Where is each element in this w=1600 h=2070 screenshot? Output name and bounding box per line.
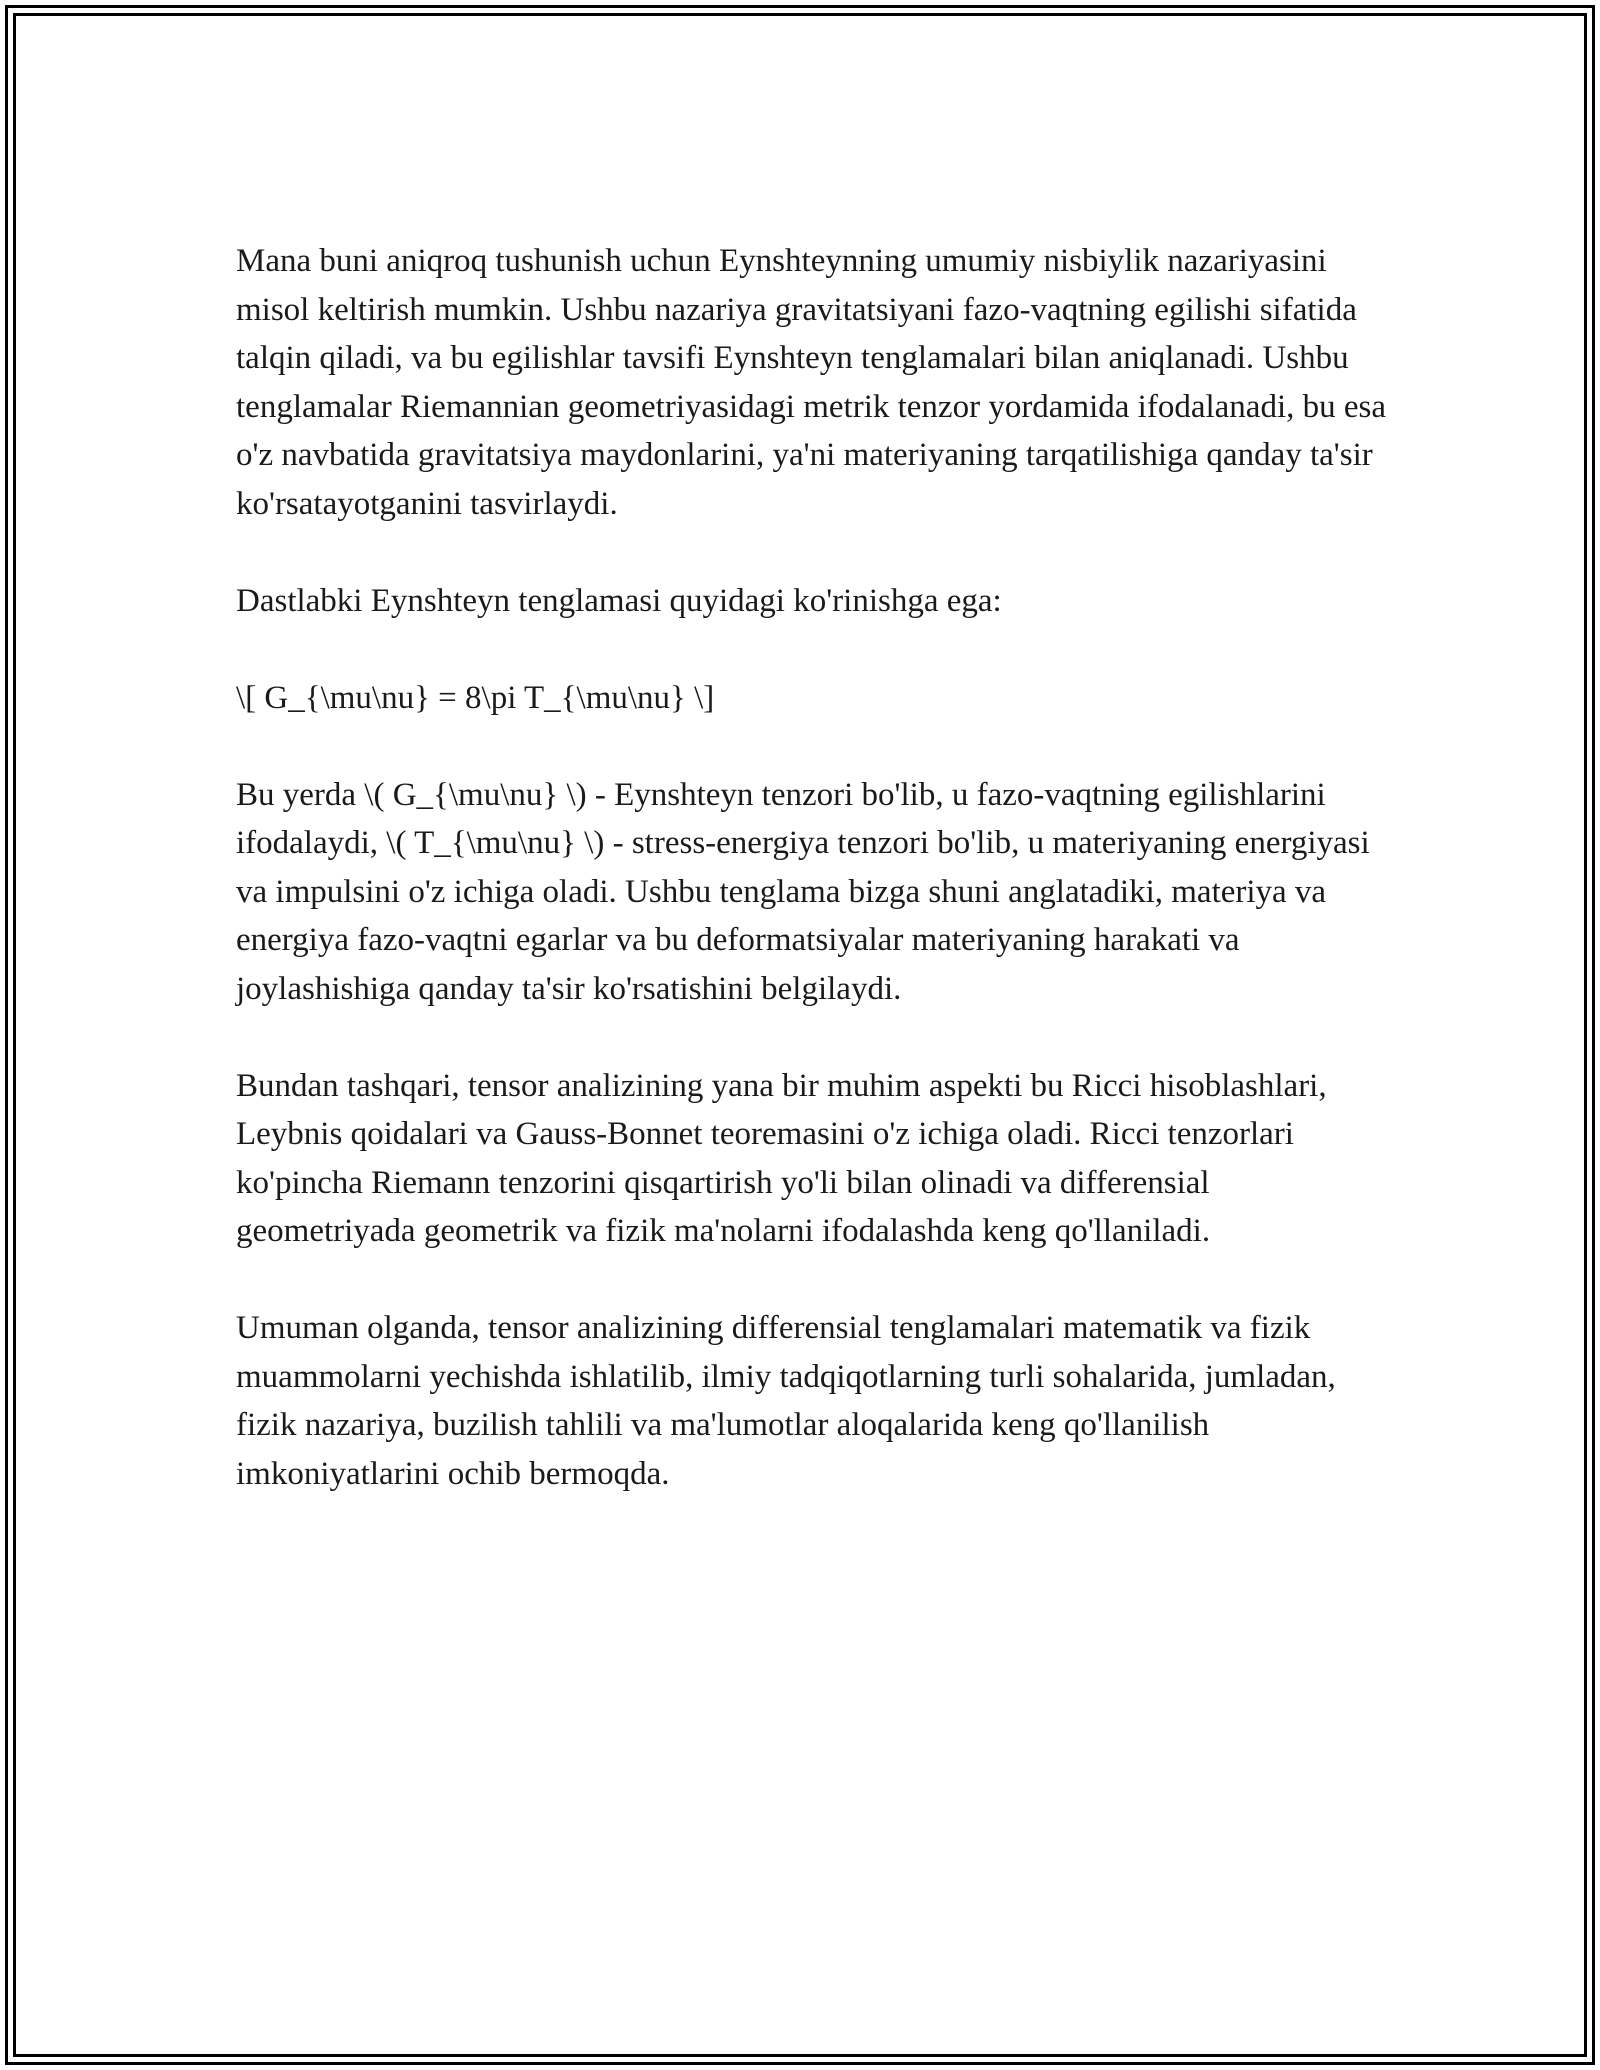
paragraph-conclusion: Umuman olganda, tensor analizining differensial tenglamalari matematik va fizik muammolarni yechishda ishlatilib, ilmiy tadqiqotlarning turli sohalarida, jumladan, fizik nazariya, buzilish tahlili va ma'lumotlar aloqalarida keng qo'llanilish imkoniyatlarini ochib bermoqda. xyxy=(236,1310,1336,1492)
paragraph-relativity-intro: Mana buni aniqroq tushunish uchun Eynshteynning umumiy nisbiylik nazariyasini misol keltirish mumkin. Ushbu nazariya gravitatsiyani fazo-vaqtning egilishi sifatida talqin qiladi, va bu egilishlar tavsifi Eynshteyn tenglamalari bilan aniqlanadi. Ushbu tenglamalar Riemannian geometriyasidagi metrik tenzor yordamida ifodalanadi, bu esa o'z navbatida gravitatsiya maydonlarini, ya'ni materiyaning tarqatilishiga qanday ta'sir ko'rsatayotganini tasvirlaydi. xyxy=(236,243,1387,522)
paragraph-ricci: Bundan tashqari, tensor analizining yana bir muhim aspekti bu Ricci hisoblashlari, Leybnis qoidalari va Gauss-Bonnet teoremasini o'z ichiga oladi. Ricci tenzorlari ko'pincha Riemann tenzorini qisqartirish yo'li bilan olinadi va differensial geometriyada geometrik va fizik ma'nolarni ifodalashda keng qo'llaniladi. xyxy=(236,1067,1327,1249)
einstein-equation: \[ G_{\mu\nu} = 8\pi T_{\mu\nu} \] xyxy=(236,679,715,716)
document-body xyxy=(236,237,1386,1547)
paragraph-equation-intro: Dastlabki Eynshteyn tenglamasi quyidagi ko'rinishga ega: xyxy=(236,582,1002,619)
paragraph-tensor-explanation: Bu yerda \( G_{\mu\nu} \) - Eynshteyn tenzori bo'lib, u fazo-vaqtning egilishlarini ifodalaydi, \( T_{\mu\nu} \) - stress-energiya tenzori bo'lib, u materiyaning energiyasi va impulsini o'z ichiga oladi. Ushbu tenglama bizga shuni anglatadiki, materiya va energiya fazo-vaqtni egarlar va bu deformatsiyalar materiyaning harakati va joylashishiga qanday ta'sir ko'rsatishini belgilaydi. xyxy=(236,776,1370,1007)
